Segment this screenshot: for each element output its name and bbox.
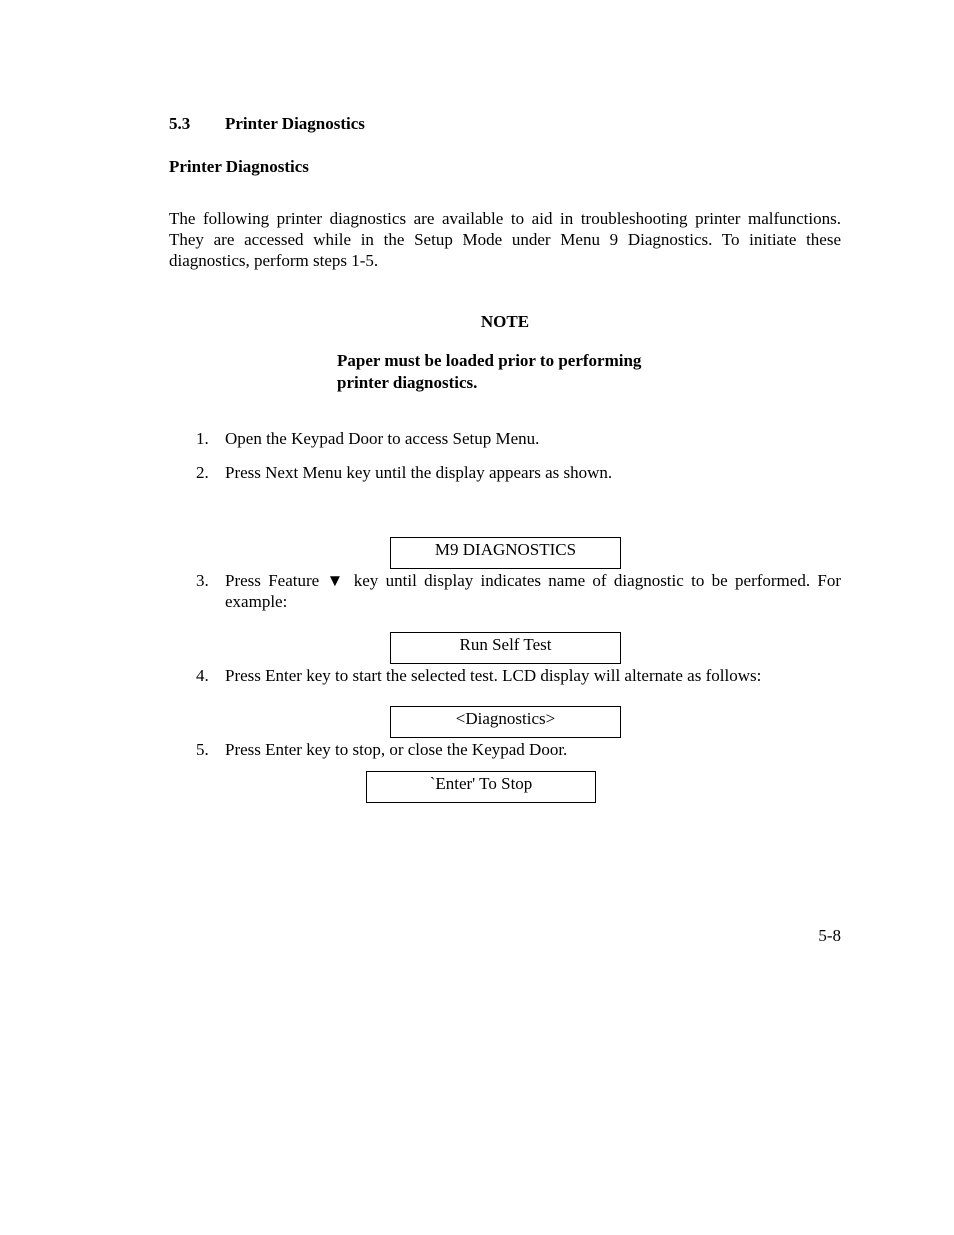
down-triangle-icon: ▼ <box>326 571 347 590</box>
lcd-display-m9-diagnostics: M9 DIAGNOSTICS <box>390 537 621 569</box>
step-5 <box>196 739 841 760</box>
note-text-line-2: printer diagnostics. <box>337 373 478 392</box>
section-number: 5.3 <box>169 114 191 133</box>
step-text: Open the Keypad Door to access Setup Menu. <box>225 429 540 448</box>
step-text <box>225 570 841 612</box>
step-text: Press Enter key to start the selected test. LCD display will alternate as follows: <box>225 666 762 685</box>
section-heading <box>169 113 365 134</box>
step-text: Press Next Menu key until the display appears as shown. <box>225 463 613 482</box>
step-number: 1. <box>196 429 209 448</box>
step-4 <box>196 665 841 686</box>
intro-paragraph: The following printer diagnostics are available to aid in troubleshooting printer malfunctions. They are accessed while in the Setup Mode under Menu 9 Diagnostics. To initiate these diagnostics, perform steps 1-5. <box>169 209 841 270</box>
step-3 <box>196 570 841 612</box>
lcd-display-enter-to-stop: `Enter' To Stop <box>366 771 596 803</box>
lcd-display-run-self-test: Run Self Test <box>390 632 621 664</box>
step-text: Press Enter key to stop, or close the Keypad Door. <box>225 740 568 759</box>
step-text-after: key until display indicates name of diagnostic to be performed. For example: <box>225 571 842 611</box>
note-text <box>337 350 697 394</box>
step-2 <box>196 462 841 483</box>
lcd-display-diagnostics: <Diagnostics> <box>390 706 621 738</box>
section-title: Printer Diagnostics <box>225 114 365 133</box>
step-number: 5. <box>196 740 209 759</box>
subheading: Printer Diagnostics <box>169 157 309 176</box>
page-number: 5-8 <box>818 926 841 945</box>
step-number: 4. <box>196 666 209 685</box>
note-text-line-1: Paper must be loaded prior to performing <box>337 351 642 370</box>
step-1 <box>196 428 841 449</box>
note-title: NOTE <box>480 312 530 331</box>
step-text-before: Press Feature <box>225 571 320 590</box>
step-number: 3. <box>196 571 209 590</box>
step-number: 2. <box>196 463 209 482</box>
